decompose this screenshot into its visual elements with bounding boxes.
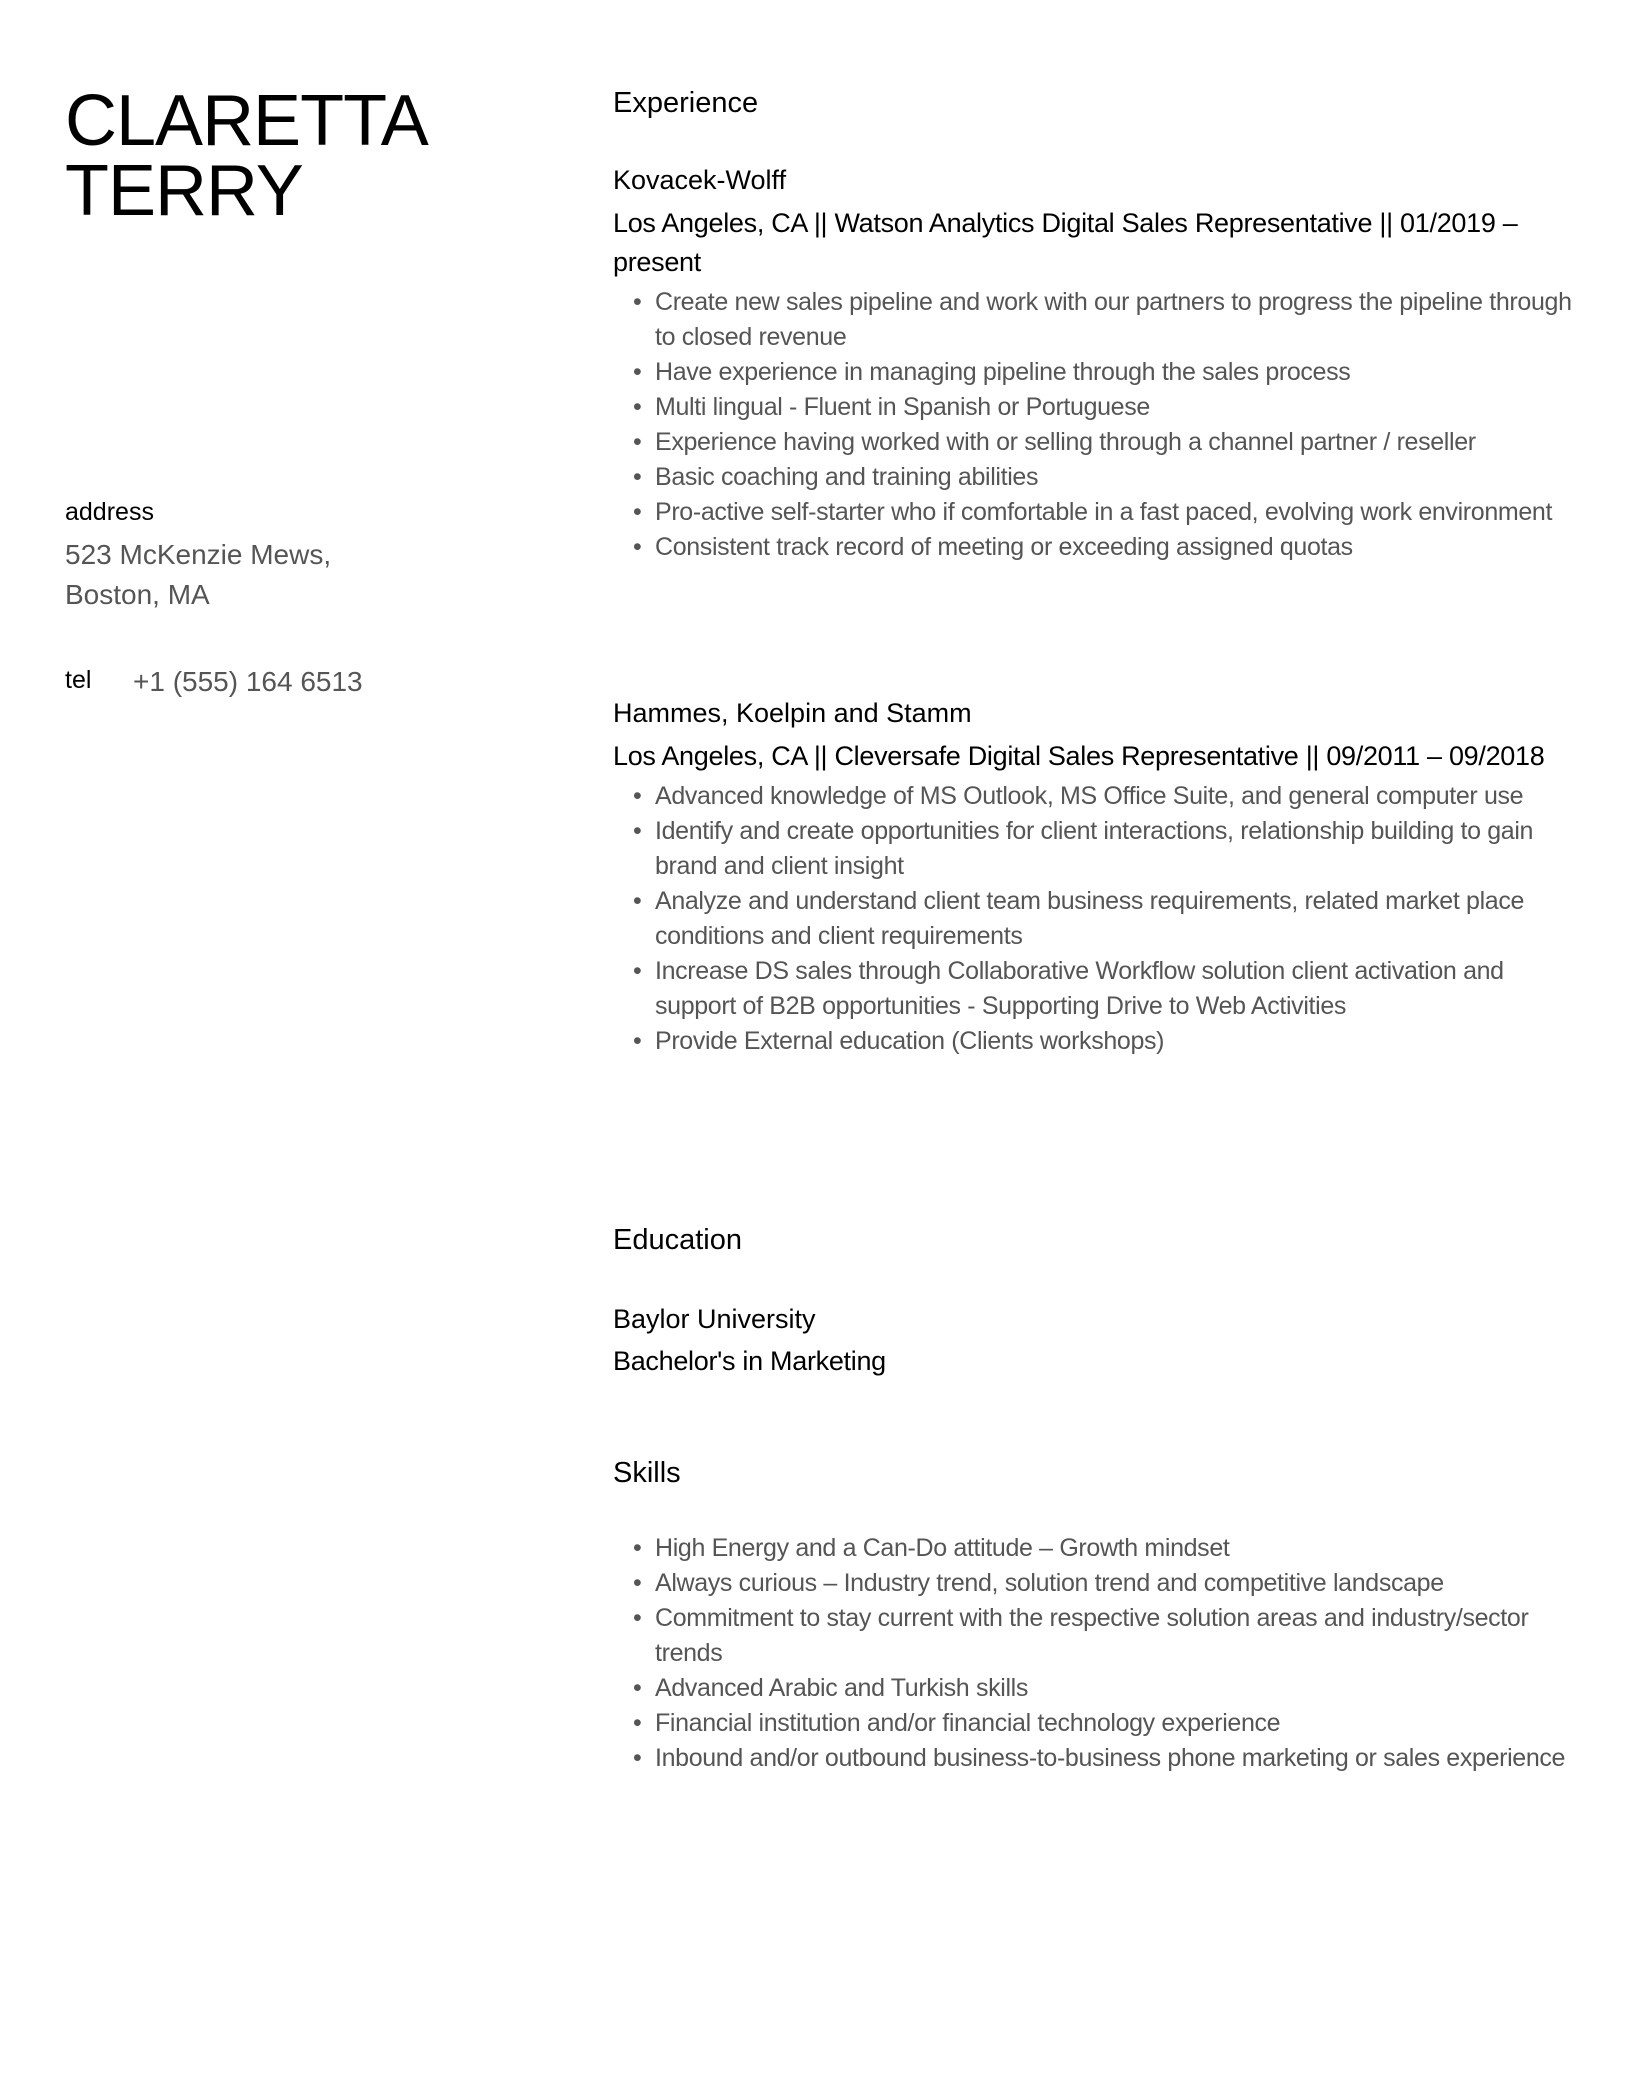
job-bullets <box>613 779 1573 1059</box>
first-name: CLARETTA <box>65 81 428 161</box>
job-bullet: • Provide External education (Clients workshops) <box>655 1024 1573 1059</box>
job-bullet: • Pro-active self-starter who if comfortable in a fast paced, evolving work environment <box>655 495 1573 530</box>
job-meta: Los Angeles, CA || Cleversafe Digital Sales Representative || 09/2011 – 09/2018 <box>613 741 1545 771</box>
job-meta: Los Angeles, CA || Watson Analytics Digital Sales Representative || 01/2019 – present <box>613 208 1518 277</box>
job-company: Kovacek-Wolff <box>613 165 787 195</box>
school-name: Baylor University <box>613 1304 816 1334</box>
job-bullet: • Basic coaching and training abilities <box>655 460 1573 495</box>
skill-item: • Commitment to stay current with the respective solution areas and industry/sector trends <box>655 1601 1573 1671</box>
skill-item: • Advanced Arabic and Turkish skills <box>655 1671 1573 1706</box>
experience-section <box>613 85 1573 121</box>
skill-item: • High Energy and a Can-Do attitude – Growth mindset <box>655 1531 1573 1566</box>
tel-label: tel <box>65 666 92 694</box>
education-section <box>613 1222 1573 1381</box>
job-bullet: • Identify and create opportunities for client interactions, relationship building to gain brand and client insight <box>655 814 1573 884</box>
skill-item: • Always curious – Industry trend, solution trend and competitive landscape <box>655 1566 1573 1601</box>
address-line-2: Boston, MA <box>65 579 210 610</box>
job-bullet: • Consistent track record of meeting or exceeding assigned quotas <box>655 530 1573 565</box>
address-line-1: 523 McKenzie Mews, <box>65 539 332 570</box>
education-heading: Education <box>613 1224 742 1256</box>
skills-section <box>613 1455 1573 1776</box>
tel-value: +1 (555) 164 6513 <box>133 666 363 697</box>
experience-heading: Experience <box>613 87 759 119</box>
candidate-name <box>65 81 428 231</box>
degree: Bachelor's in Marketing <box>613 1346 886 1376</box>
skill-item: • Financial institution and/or financial technology experience <box>655 1706 1573 1741</box>
job-entry <box>613 695 1573 1059</box>
skills-heading: Skills <box>613 1457 681 1489</box>
job-bullet: • Advanced knowledge of MS Outlook, MS Office Suite, and general computer use <box>655 779 1573 814</box>
job-bullet: • Have experience in managing pipeline through the sales process <box>655 355 1573 390</box>
job-bullet: • Create new sales pipeline and work with our partners to progress the pipeline through to closed revenue <box>655 285 1573 355</box>
address-label: address <box>65 498 154 526</box>
skills-list <box>613 1531 1573 1776</box>
skill-item: • Inbound and/or outbound business-to-business phone marketing or sales experience <box>655 1741 1573 1776</box>
job-entry <box>613 162 1573 565</box>
address-value <box>65 535 331 615</box>
last-name: TERRY <box>65 151 303 231</box>
job-bullet: • Experience having worked with or selling through a channel partner / reseller <box>655 425 1573 460</box>
job-bullet: • Multi lingual - Fluent in Spanish or Portuguese <box>655 390 1573 425</box>
job-company: Hammes, Koelpin and Stamm <box>613 698 972 728</box>
job-bullets <box>613 285 1573 565</box>
job-bullet: • Increase DS sales through Collaborative Workflow solution client activation and support of B2B opportunities - Supporting Drive to Web Activities <box>655 954 1573 1024</box>
job-bullet: • Analyze and understand client team business requirements, related market place conditions and client requirements <box>655 884 1573 954</box>
